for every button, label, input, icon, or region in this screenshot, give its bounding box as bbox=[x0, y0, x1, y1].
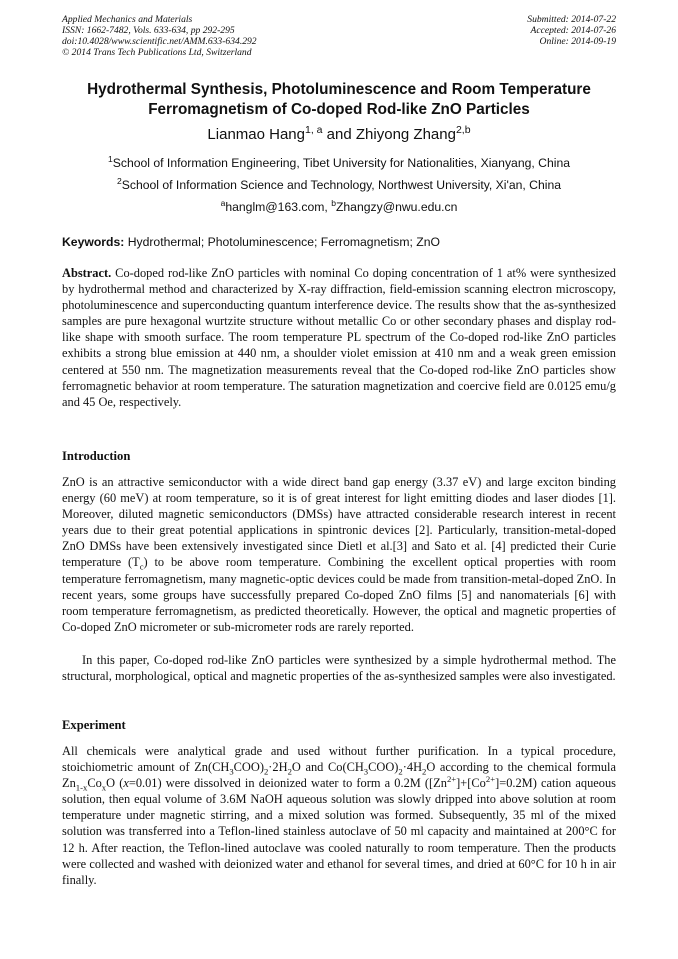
keywords bbox=[62, 235, 616, 249]
exp-text-5: COO) bbox=[368, 760, 399, 775]
affiliation-2 bbox=[0, 175, 678, 192]
affiliation-1-text: School of Information Engineering, Tibet University for Nationalities, Xianyang, China bbox=[112, 156, 571, 170]
paper-title bbox=[40, 80, 638, 120]
author-2-affil: 2,b bbox=[455, 124, 471, 136]
email-b: Zhangzy@nwu.edu.cn bbox=[335, 200, 458, 214]
abstract bbox=[62, 265, 616, 410]
abstract-label: Abstract. bbox=[62, 266, 112, 280]
intro-p1-subscript: c bbox=[139, 561, 144, 572]
title-line-2: Ferromagnetism of Co-doped Rod-like ZnO Particles bbox=[148, 101, 530, 118]
online-date: Online: 2014-09-19 bbox=[539, 36, 616, 47]
title-line-1: Hydrothermal Synthesis, Photoluminescence and Room Temperature bbox=[87, 81, 591, 98]
exp-text-2: COO) bbox=[233, 760, 264, 775]
email-b-marker: b bbox=[331, 197, 336, 208]
submission-dates bbox=[527, 14, 616, 47]
exp-sup-1: 2+ bbox=[446, 774, 457, 785]
author-emails bbox=[0, 197, 678, 214]
exp-italic-x: x bbox=[123, 776, 129, 791]
experiment-heading: Experiment bbox=[62, 718, 126, 732]
keywords-text: Hydrothermal; Photoluminescence; Ferromagnetism; ZnO bbox=[124, 235, 440, 249]
exp-sub-3: 2 bbox=[287, 766, 292, 777]
exp-sup-2: 2+ bbox=[485, 774, 496, 785]
journal-doi: doi:10.4028/www.scientific.net/AMM.633-634.292 bbox=[62, 36, 257, 47]
exp-text-1: All chemicals were analytical grade and used without further purification. In a typical procedure, stoichiometric amount of Zn(CH bbox=[62, 744, 616, 775]
exp-sub-8: x bbox=[101, 782, 107, 793]
exp-sub-4: 3 bbox=[363, 766, 369, 777]
experiment-paragraph bbox=[62, 743, 616, 888]
exp-sub-2: 2 bbox=[263, 766, 269, 777]
author-conjunction: and bbox=[322, 126, 356, 143]
affiliation-1 bbox=[0, 153, 678, 170]
submitted-date: Submitted: 2014-07-22 bbox=[527, 14, 616, 25]
intro-p1-part-b: ) to be above room temperature. Combining the excellent optical properties with room temperature ferromagnetism, many magnetic-optic devices could be made from transition-metal-doped ZnO. In recent years, some groups have successfully prepared Co-doped ZnO films [5] and nanomaterials [6] with room temperature ferromagnetism, as predicted theoretically. However, the optical and magnetic properties of Co-doped ZnO micrometer or sub-micrometer rods are rarely reported. bbox=[62, 555, 616, 634]
exp-text-11: ]+[Co bbox=[456, 776, 486, 791]
journal-name: Applied Mechanics and Materials bbox=[62, 14, 193, 25]
affiliation-2-marker: 2 bbox=[116, 175, 122, 186]
journal-copyright: © 2014 Trans Tech Publications Ltd, Switzerland bbox=[62, 47, 252, 58]
exp-text-7: O according to the chemical formula Zn bbox=[62, 760, 616, 791]
exp-text-12: ]=0.2M) cation aqueous solution, then equal volume of 3.6M NaOH aqueous solution was slowly dripped into above solution at room temperature under magnetic stirring, and a mixed solution was formed. Subsequently, 35 ml of the mixed solution was transferred into a Teflon-lined stainless autoclave of 50 ml capacity and maintained at 200°C for 12 h. After reaction, the Teflon-lined autoclave was cooled naturally to room temperature. Then the products were collected and washed with deionized water and ethanol for several times, and dried at 60°C for 10 h in air finally. bbox=[62, 776, 616, 887]
exp-sub-7: 1-x bbox=[75, 782, 88, 793]
exp-sub-1: 3 bbox=[229, 766, 234, 777]
author-list bbox=[0, 126, 678, 143]
exp-sub-5: 2 bbox=[398, 766, 403, 777]
author-1-affil: 1, a bbox=[305, 124, 323, 136]
journal-info bbox=[62, 14, 257, 58]
exp-text-9: O ( bbox=[106, 776, 124, 791]
exp-text-8: Co bbox=[87, 776, 102, 791]
author-2: Zhiyong Zhang bbox=[355, 126, 456, 143]
author-1: Lianmao Hang bbox=[207, 126, 305, 143]
journal-issn: ISSN: 1662-7482, Vols. 633-634, pp 292-295 bbox=[62, 25, 235, 36]
exp-text-10: =0.01) were dissolved in deionized water to form a 0.2M ([Zn bbox=[128, 776, 447, 791]
exp-text-6: ·4H bbox=[402, 760, 423, 775]
exp-text-4: O and Co(CH bbox=[291, 760, 364, 775]
intro-p1-part-a: ZnO is an attractive semiconductor with a wide direct band gap energy (3.37 eV) and large exciton binding energy (60 meV) at room temperature, so it is of great interest for light emitting diodes and laser diodes [1]. Moreover, diluted magnetic semiconductors (DMSs) have attracted considerable research interest in recent years due to their great potential applications in spintronic devices [2]. Particularly, transition-metal-doped ZnO DMSs have been extensively investigated since Dietl et al.[3] and Sato et al. [4] predicted their Curie temperature (T bbox=[62, 475, 616, 570]
exp-text-3: ·2H bbox=[268, 760, 288, 775]
accepted-date: Accepted: 2014-07-26 bbox=[530, 25, 616, 36]
affiliation-1-marker: 1 bbox=[107, 153, 113, 164]
introduction-paragraph-2: In this paper, Co-doped rod-like ZnO particles were synthesized by a simple hydrothermal method. The structural, morphological, optical and magnetic properties of the as-synthesized samples were also investigated. bbox=[62, 653, 616, 684]
abstract-text: Co-doped rod-like ZnO particles with nominal Co doping concentration of 1 at% were synthesized by hydrothermal method and characterized by X-ray diffraction, field-emission scanning electron microscopy, photoluminescence and superconducting quantum interference device. The results show that the as-synthesized samples are pure hexagonal wurtzite structure without metallic Co or other secondary phases and display rod-like shape with smooth surface. The room temperature PL spectrum of the Co-doped rod-like ZnO particles exhibits a strong blue emission at 440 nm, a shoulder violet emission at 410 nm and a weak green emission centered at 550 nm. The magnetization measurements reveal that the Co-doped rod-like ZnO particles show ferromagnetic behavior at room temperature. The saturation magnetization and coercive field are 0.0125 emu/g and 45 Oe, respectively. bbox=[62, 266, 616, 409]
email-a-marker: a bbox=[220, 197, 226, 208]
keywords-label: Keywords: bbox=[62, 235, 125, 249]
affiliation-2-text: School of Information Science and Technology, Northwest University, Xi'an, China bbox=[121, 178, 562, 192]
introduction-paragraph-1 bbox=[62, 474, 616, 635]
introduction-heading: Introduction bbox=[62, 449, 131, 463]
email-a: hanglm@163.com, bbox=[225, 200, 332, 214]
exp-sub-6: 2 bbox=[422, 766, 427, 777]
